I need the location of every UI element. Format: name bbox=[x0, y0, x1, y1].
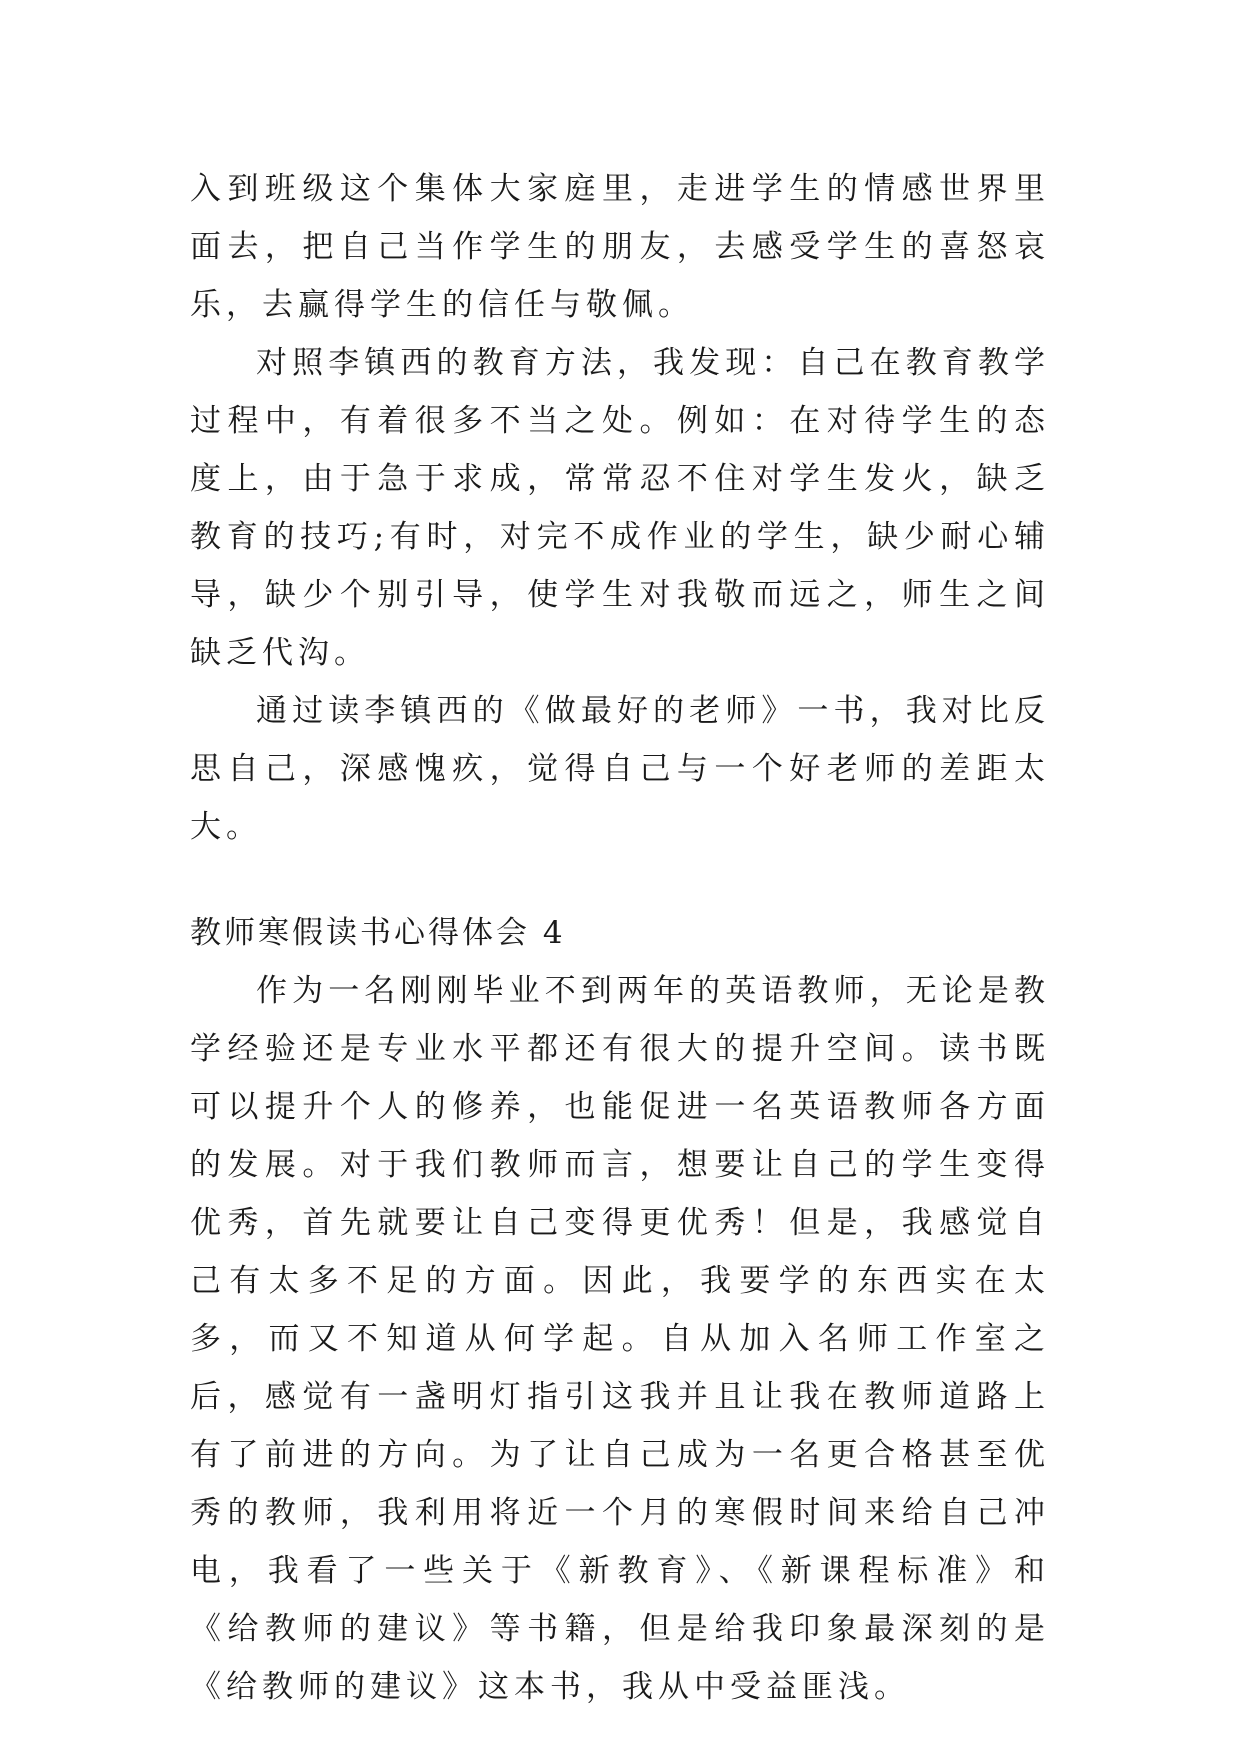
section-heading: 教师寒假读书心得体会 4 bbox=[190, 915, 566, 951]
paragraph-continuation: 入到班级这个集体大家庭里，走进学生的情感世界里面去，把自己当作学生的朋友，去感受学生的喜怒哀乐，去赢得学生的信任与敬佩。 bbox=[190, 171, 1050, 323]
document-body bbox=[190, 160, 1050, 1716]
paragraph-reflection: 对照李镇西的教育方法，我发现：自己在教育教学过程中，有着很多不当之处。例如：在对待学生的态度上，由于急于求成，常常忍不住对学生发火，缺乏教育的技巧;有时，对完不成作业的学生，缺少耐心辅导，缺少个别引导，使学生对我敬而远之，师生之间缺乏代沟。 bbox=[190, 345, 1050, 671]
paragraph-conclusion: 通过读李镇西的《做最好的老师》一书，我对比反思自己，深感愧疚，觉得自己与一个好老师的差距太大。 bbox=[190, 693, 1050, 845]
section-spacer bbox=[190, 856, 1050, 904]
paragraph-section-body: 作为一名刚刚毕业不到两年的英语教师，无论是教学经验还是专业水平都还有很大的提升空间。读书既可以提升个人的修养，也能促进一名英语教师各方面的发展。对于我们教师而言，想要让自己的学生变得优秀，首先就要让自己变得更优秀！但是，我感觉自己有太多不足的方面。因此，我要学的东西实在太多，而又不知道从何学起。自从加入名师工作室之后，感觉有一盏明灯指引这我并且让我在教师道路上有了前进的方向。为了让自己成为一名更合格甚至优秀的教师，我利用将近一个月的寒假时间来给自己冲电，我看了一些关于《新教育》、《新课程标准》和《给教师的建议》等书籍，但是给我印象最深刻的是《给教师的建议》这本书，我从中受益匪浅。 bbox=[190, 973, 1050, 1705]
